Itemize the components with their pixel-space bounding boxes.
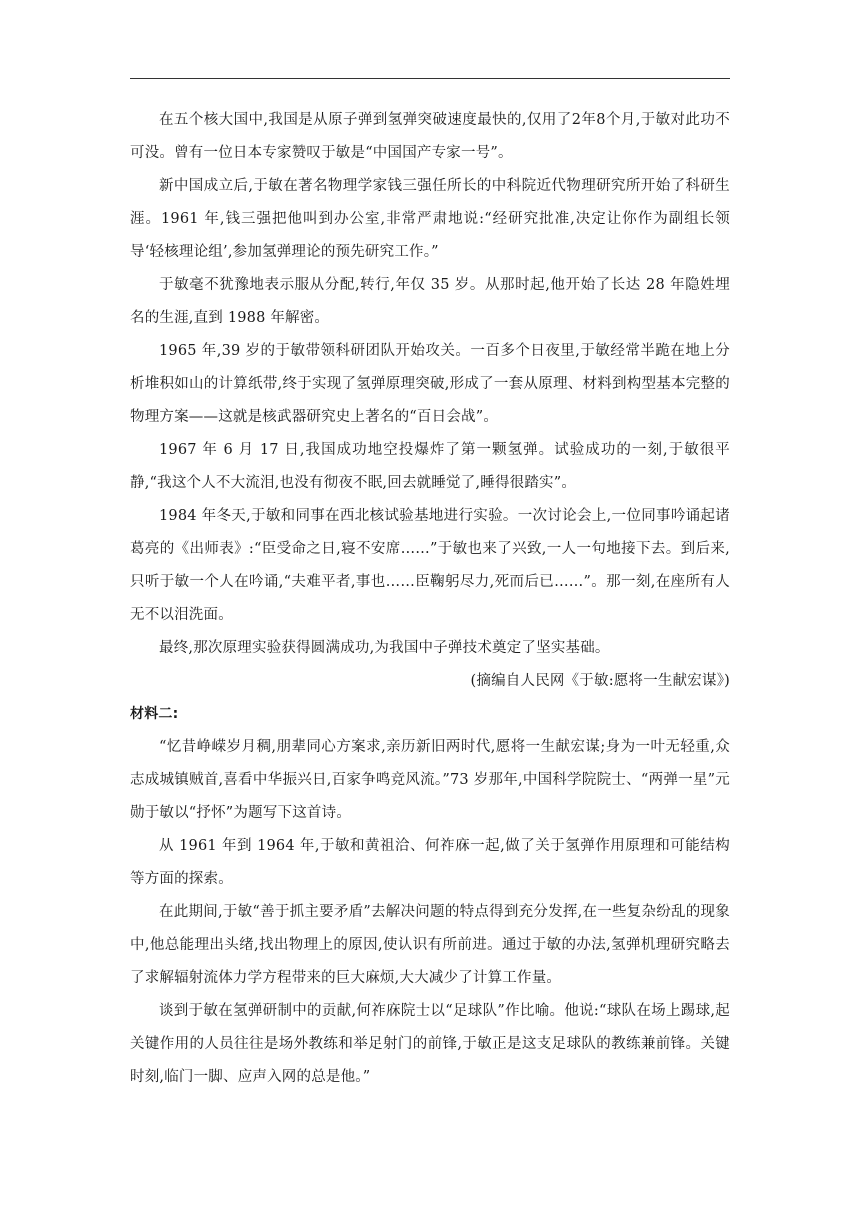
- paragraph: 在五个核大国中,我国是从原子弹到氢弹突破速度最快的,仅用了2年8个月,于敏对此功不可没。曾有一位日本专家赞叹于敏是“中国国产专家一号”。: [130, 112, 730, 161]
- article-body: [130, 104, 730, 1094]
- paragraph: 最终,那次原理实验获得圆满成功,为我国中子弹技术奠定了坚实基础。: [159, 640, 610, 656]
- paragraph: 1965 年,39 岁的于敏带领科研团队开始攻关。一百多个日夜里,于敏经常半跪在地上分析堆积如山的计算纸带,终于实现了氢弹原理突破,形成了一套从原理、材料到构型基本完整的物理方案——这就是核武器研究史上著名的“百日会战”。: [130, 343, 730, 425]
- section-heading: 材料二:: [130, 706, 179, 722]
- paragraph: 从 1961 年到 1964 年,于敏和黄祖洽、何祚庥一起,做了关于氢弹作用原理和可能结构等方面的探索。: [130, 838, 730, 887]
- paragraph: 新中国成立后,于敏在著名物理学家钱三强任所长的中科院近代物理研究所开始了科研生涯。1961 年,钱三强把他叫到办公室,非常严肃地说:“经研究批准,决定让你作为副组长领导‘轻核理论组’,参加氢弹理论的预先研究工作。”: [130, 178, 730, 260]
- paragraph: 谈到于敏在氢弹研制中的贡献,何祚庥院士以“足球队”作比喻。他说:“球队在场上踢球,起关键作用的人员往往是场外教练和举足射门的前锋,于敏正是这支足球队的教练兼前锋。关键时刻,临门一脚、应声入网的总是他。”: [130, 1003, 730, 1085]
- header-rule: [130, 78, 730, 79]
- source-citation: (摘编自人民网《于敏:愿将一生献宏谋》): [470, 673, 730, 689]
- paragraph: 于敏毫不犹豫地表示服从分配,转行,年仅 35 岁。从那时起,他开始了长达 28 年隐姓埋名的生涯,直到 1988 年解密。: [130, 277, 730, 326]
- paragraph: 1967 年 6 月 17 日,我国成功地空投爆炸了第一颗氢弹。试验成功的一刻,于敏很平静,“我这个人不大流泪,也没有彻夜不眠,回去就睡觉了,睡得很踏实”。: [130, 442, 730, 491]
- paragraph: 1984 年冬天,于敏和同事在西北核试验基地进行实验。一次讨论会上,一位同事吟诵起诸葛亮的《出师表》:“臣受命之日,寝不安席……”于敏也来了兴致,一人一句地接下去。到后来,只听于敏一个人在吟诵,“夫难平者,事也……臣鞠躬尽力,死而后已……”。那一刻,在座所有人无不以泪洗面。: [130, 508, 730, 623]
- paragraph: “忆昔峥嵘岁月稠,朋辈同心方案求,亲历新旧两时代,愿将一生献宏谋;身为一叶无轻重,众志成城镇贼首,喜看中华振兴日,百家争鸣竞风流。”73 岁那年,中国科学院院士、“两弹一星”元勋于敏以“抒怀”为题写下这首诗。: [130, 739, 730, 821]
- paragraph: 在此期间,于敏“善于抓主要矛盾”去解决问题的特点得到充分发挥,在一些复杂纷乱的现象中,他总能理出头绪,找出物理上的原因,使认识有所前进。通过于敏的办法,氢弹机理研究略去了求解辐射流体力学方程带来的巨大麻烦,大大减少了计算工作量。: [130, 904, 730, 986]
